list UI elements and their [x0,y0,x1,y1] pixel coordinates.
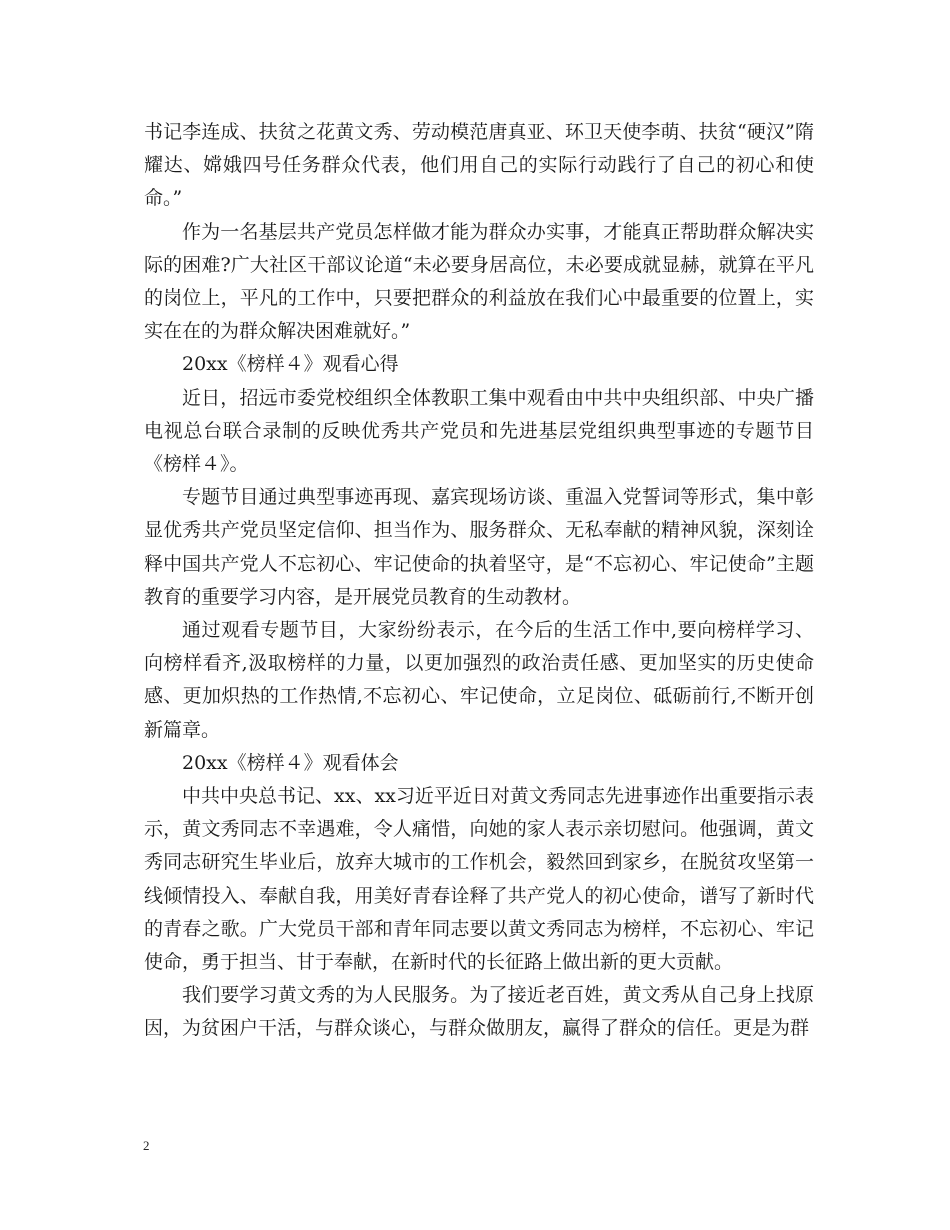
paragraph: 专题节目通过典型事迹再现、嘉宾现场访谈、重温入党誓词等形式，集中彰显优秀共产党员坚定信仰、担当作为、服务群众、无私奉献的精神风貌，深刻诠释中国共产党人不忘初心、牢记使命的执着坚守，是“不忘初心、牢记使命”主题教育的重要学习内容，是开展党员教育的生动教材。 [144,486,814,608]
paragraph: 书记李连成、扶贫之花黄文秀、劳动模范唐真亚、环卫天使李萌、扶贫“硬汉”隋耀达、嫦娥四号任务群众代表，他们用自己的实际行动践行了自己的初心和使命。” [144,121,814,210]
document-body [144,116,814,1046]
paragraph: 我们要学习黄文秀的为人民服务。为了接近老百姓，黄文秀从自己身上找原因，为贫困户干活，与群众谈心，与群众做朋友，赢得了群众的信任。更是为群 [144,984,814,1040]
paragraph: 作为一名基层共产党员怎样做才能为群众办实事，才能真正帮助群众解决实际的困难?广大社区干部议论道“未必要身居高位，未必要成就显赫，就算在平凡的岗位上，平凡的工作中，只要把群众的利益放在我们心中最重要的位置上，实实在在的为群众解决困难就好。” [144,220,814,343]
page-number: 2 [143,1138,150,1153]
paragraph: 通过观看专题节目，大家纷纷表示，在今后的生活工作中,要向榜样学习、向榜样看齐,汲取榜样的力量，以更加强烈的政治责任感、更加坚实的历史使命感、更加炽热的工作热情,不忘初心、牢记使命，立足岗位、砥砺前行,不断开创新篇章。 [144,619,814,741]
paragraph: 中共中央总书记、xx、xx习近平近日对黄文秀同志先进事迹作出重要指示表示，黄文秀同志不幸遇难，令人痛惜，向她的家人表示亲切慰问。他强调，黄文秀同志研究生毕业后，放弃大城市的工作机会，毅然回到家乡，在脱贫攻坚第一线倾情投入、奉献自我，用美好青春诠释了共产党人的初心使命，谱写了新时代的青春之歌。广大党员干部和青年同志要以黄文秀同志为榜样，不忘初心、牢记使命，勇于担当、甘于奉献，在新时代的长征路上做出新的更大贡献。 [144,785,814,974]
section-heading: 20xx《榜样４》观看心得 [182,353,399,376]
section-heading: 20xx《榜样４》观看体会 [182,751,399,774]
paragraph: 近日，招远市委党校组织全体教职工集中观看由中共中央组织部、中央广播电视总台联合录制的反映优秀共产党员和先进基层党组织典型事迹的专题节目《榜样４》。 [144,386,814,476]
